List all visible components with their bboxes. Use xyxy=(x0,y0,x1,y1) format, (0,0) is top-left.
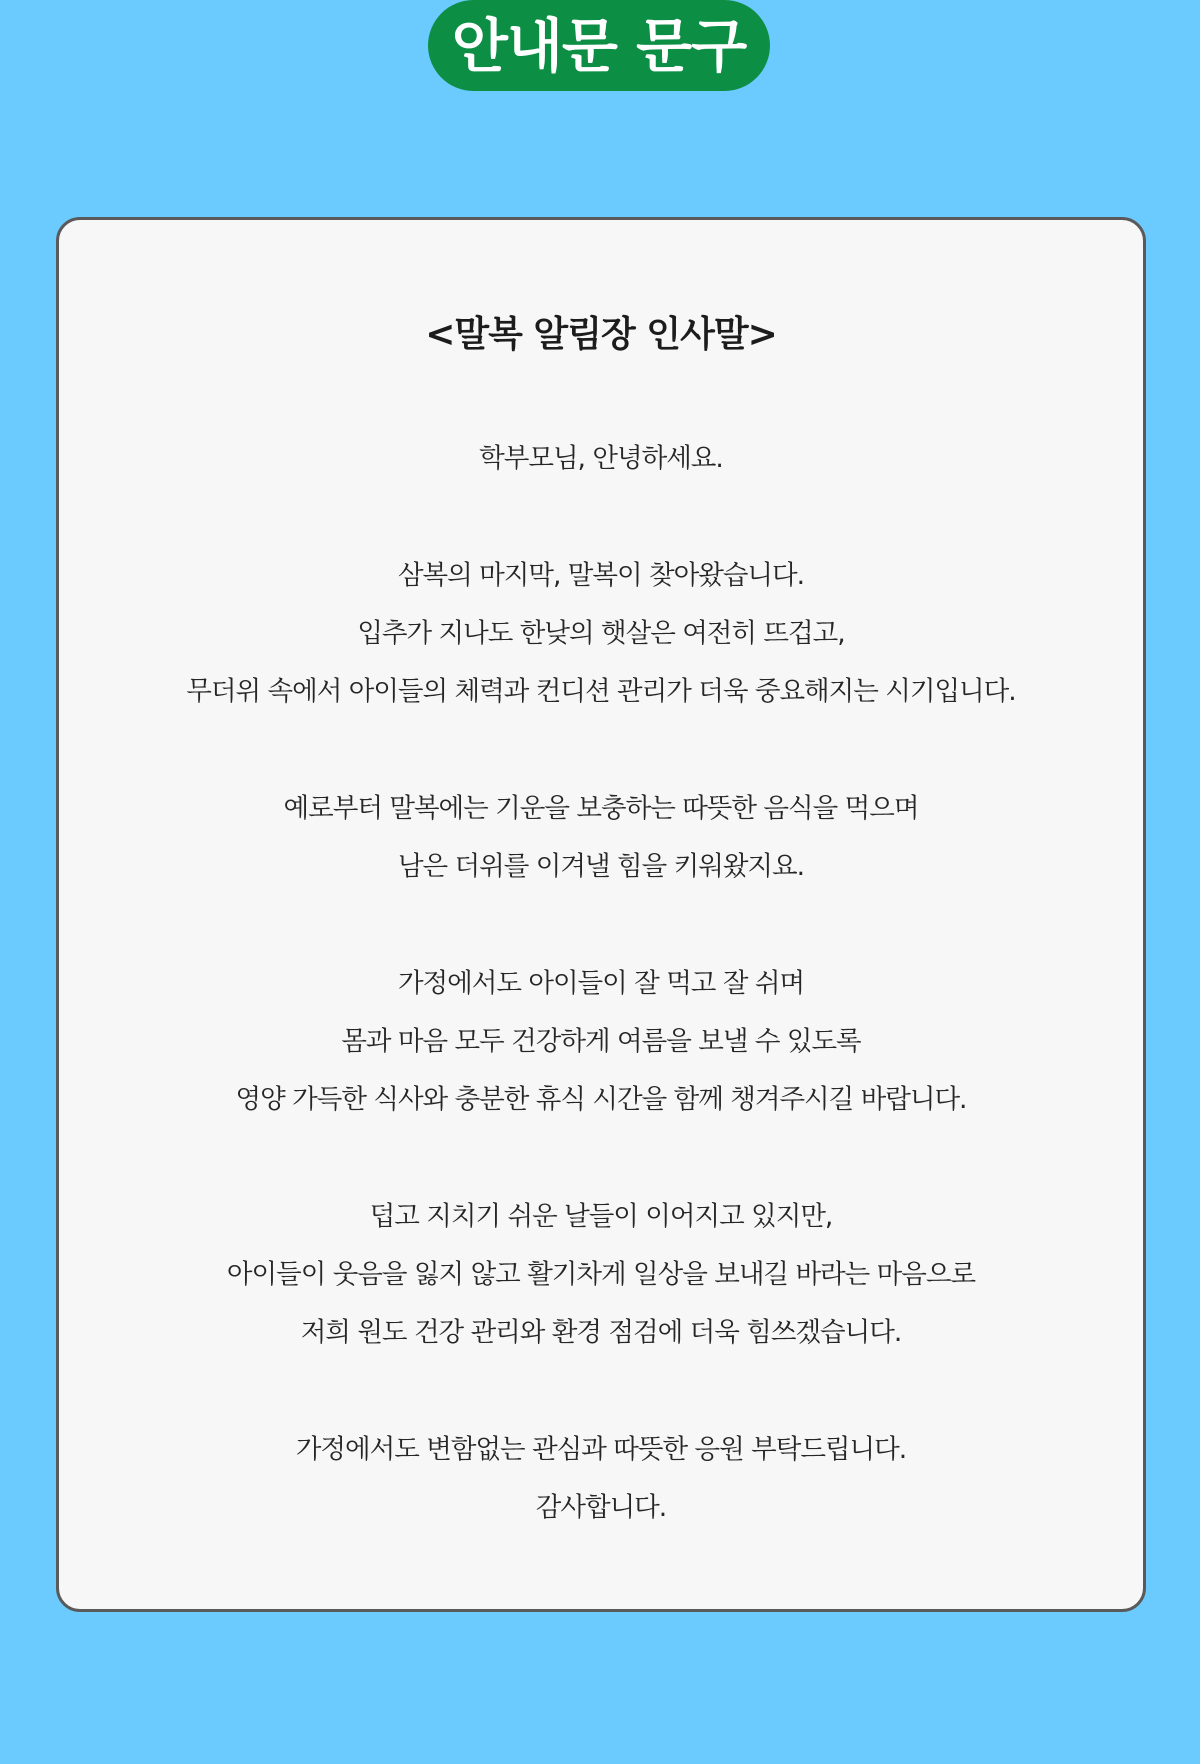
notice-line: 가정에서도 아이들이 잘 먹고 잘 쉬며 xyxy=(397,967,805,999)
paragraph-gap xyxy=(59,1130,1143,1188)
paragraph-gap xyxy=(59,896,1143,954)
paragraph-gap xyxy=(59,721,1143,779)
notice-line: 삼복의 마지막, 말복이 찾아왔습니다. xyxy=(397,559,805,591)
notice-line: 무더위 속에서 아이들의 체력과 컨디션 관리가 더욱 중요해지는 시기입니다. xyxy=(186,676,1016,708)
notice-line: 영양 가득한 식사와 충분한 휴식 시간을 함께 챙겨주시길 바랍니다. xyxy=(235,1084,967,1116)
paragraph-gap xyxy=(59,488,1143,546)
notice-line: 가정에서도 변함없는 관심과 따뜻한 응원 부탁드립니다. xyxy=(295,1434,907,1466)
paragraph-gap xyxy=(59,1363,1143,1421)
notice-line: 감사합니다. xyxy=(535,1492,667,1524)
notice-line: 학부모님, 안녕하세요. xyxy=(479,443,723,474)
notice-line: 아이들이 웃음을 잃지 않고 활기차게 일상을 보내길 바라는 마음으로 xyxy=(226,1259,976,1291)
notice-title: <말복 알림장 인사말> xyxy=(425,314,777,355)
header-badge-label: 안내문 문구 xyxy=(451,11,747,80)
notice-line: 덥고 지치기 쉬운 날들이 이어지고 있지만, xyxy=(369,1200,833,1232)
header-badge xyxy=(428,0,770,91)
notice-line: 저희 원도 건강 관리와 환경 점검에 더욱 힘쓰겠습니다. xyxy=(300,1317,902,1349)
notice-line: 남은 더위를 이겨낼 힘을 키워왔지요. xyxy=(397,851,805,883)
notice-line: 예로부터 말복에는 기운을 보충하는 따뜻한 음식을 먹으며 xyxy=(283,792,919,824)
notice-line: 몸과 마음 모두 건강하게 여름을 보낼 수 있도록 xyxy=(341,1025,861,1057)
notice-line: 입추가 지나도 한낮의 햇살은 여전히 뜨겁고, xyxy=(357,617,845,649)
notice-body xyxy=(59,430,1143,1538)
notice-card xyxy=(56,217,1146,1612)
